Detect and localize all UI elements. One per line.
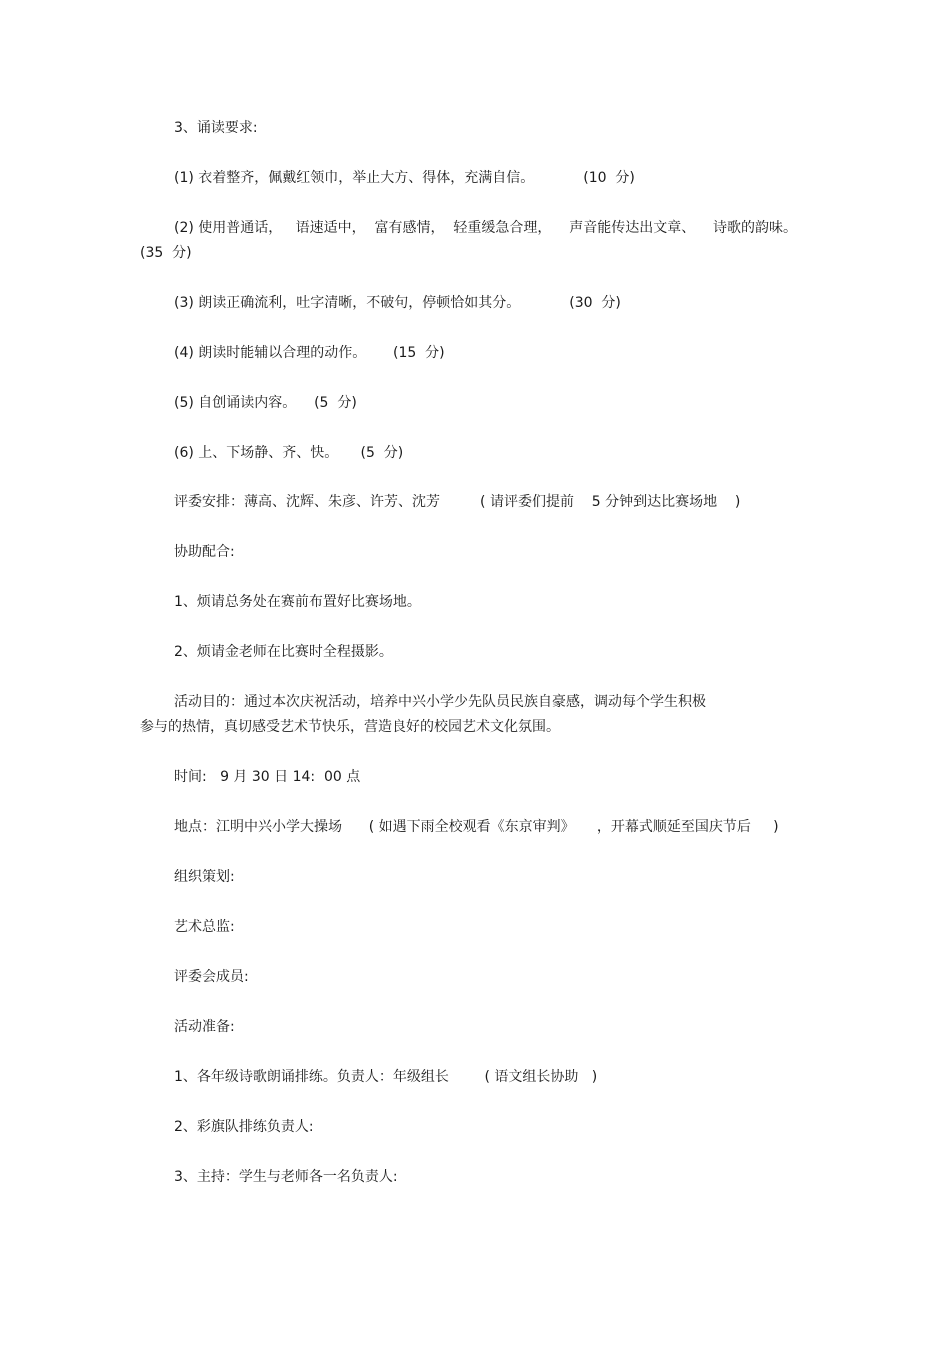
judges-arrangement: 评委安排：薄高、沈辉、朱彦、许芳、沈芳 ( 请评委们提前 5 分钟到达比赛场地 ) xyxy=(174,494,741,510)
preparation-item-1: 1、各年级诗歌朗诵排练。负责人：年级组长 ( 语文组长协助 ) xyxy=(174,1069,598,1085)
activity-purpose: 活动目的：通过本次庆祝活动，培养中兴小学少先队员民族自豪感，调动每个学生积极 xyxy=(174,694,706,710)
requirement-item-2-score: (35 分) xyxy=(140,245,192,261)
activity-preparation-heading: 活动准备: xyxy=(174,1019,235,1035)
requirement-item-2: (2) 使用普通话， 语速适中， 富有感情， 轻重缓急合理， 声音能传达出文章、 诗歌的韵味。 xyxy=(174,220,798,236)
assistance-item-2: 2、烦请金老师在比赛时全程摄影。 xyxy=(174,644,393,660)
organizer-label: 组织策划: xyxy=(174,869,235,885)
requirement-item-3: (3) 朗读正确流利，吐字清晰，不破句，停顿恰如其分。 (30 分) xyxy=(174,295,621,311)
requirement-item-4: (4) 朗读时能辅以合理的动作。 (15 分) xyxy=(174,345,445,361)
assistance-heading: 协助配合: xyxy=(174,544,235,560)
activity-location: 地点：江明中兴小学大操场 ( 如遇下雨全校观看《东京审判》 ，开幕式顺延至国庆节后 ) xyxy=(174,819,779,835)
requirement-item-6: (6) 上、下场静、齐、快。 (5 分) xyxy=(174,445,404,461)
section-heading-recitation-requirements: 3、诵读要求: xyxy=(174,120,258,136)
requirement-item-5: (5) 自创诵读内容。 (5 分) xyxy=(174,395,357,411)
activity-purpose-continued: 参与的热情，真切感受艺术节快乐，营造良好的校园艺术文化氛围。 xyxy=(140,719,560,735)
activity-time: 时间: 9 月 30 日 14: 00 点 xyxy=(174,769,361,785)
requirement-item-1: (1) 衣着整齐，佩戴红领巾，举止大方、得体，充满自信。 (10 分) xyxy=(174,170,635,186)
assistance-item-1: 1、烦请总务处在赛前布置好比赛场地。 xyxy=(174,594,421,610)
art-director-label: 艺术总监: xyxy=(174,919,235,935)
preparation-item-2: 2、彩旗队排练负责人: xyxy=(174,1119,314,1135)
preparation-item-3: 3、主持：学生与老师各一名负责人: xyxy=(174,1169,398,1185)
judging-committee-label: 评委会成员: xyxy=(174,969,249,985)
